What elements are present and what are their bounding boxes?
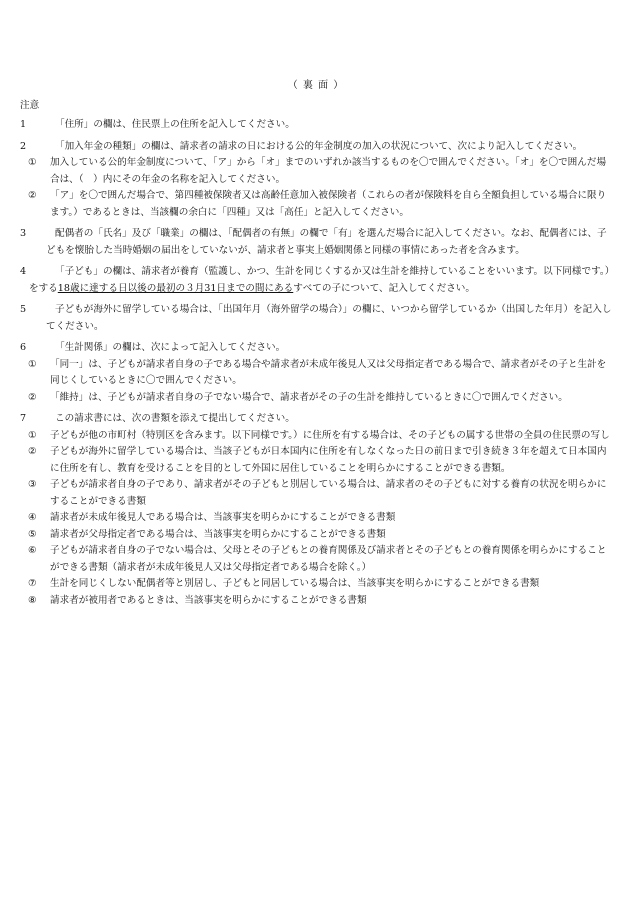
- note-text: 子どもが海外に留学している場合は、「出国年月（海外留学の場合）」の欄に、いつから留学しているか（出国した年月）を記入してください。: [46, 304, 612, 332]
- note-text: 「住所」の欄は、住民票上の住所を記入してください。: [55, 119, 295, 130]
- circled-number: ⑦: [28, 578, 37, 589]
- notes-heading: 注意: [20, 99, 40, 111]
- circled-number: ①: [28, 429, 37, 441]
- circled-number: ④: [28, 512, 37, 523]
- subitem-text: 子どもが海外に留学している場合は、当該子どもが日本国内に住所を有しなくなった日の前日まで引き続き３年を超えて日本国内に住所を有し、教育を受けることを目的として外国に居住していることを明らかにすることができる書類。: [50, 446, 607, 474]
- note-text-before: をする: [29, 282, 58, 294]
- circled-number: ①: [28, 157, 37, 168]
- note-text: 「生計関係」の欄は、次によって記入してください。: [55, 342, 286, 353]
- note-row: [20, 264, 615, 281]
- circled-number: ②: [28, 391, 37, 403]
- notes-page: [20, 78, 615, 614]
- circled-number: ⑧: [28, 594, 37, 606]
- note-subitem: [28, 390, 612, 407]
- note-section-1: [20, 117, 612, 134]
- subitem-text: 子どもが請求者自身の子でない場合は、父母とその子どもとの養育関係及び請求者とその子どもとの養育関係を明らかにすることができる書類（請求者が未成年後見人又は父母指定者である場合を除く。）: [50, 545, 607, 573]
- subitem-text: 子どもが請求者自身の子であり、請求者がその子どもと別居している場合は、請求者のその子どもに対する養育の状況を明らかにすることができる書類: [50, 479, 607, 507]
- subitem-text: 加入している公的年金制度について、「ア」から「オ」までのいずれか該当するものを〇で囲んでください。「オ」を〇で囲んだ場合は、（ ）内にその年金の名称を記入してください。: [50, 157, 607, 185]
- note-row: [20, 340, 612, 357]
- note-section-7: [20, 411, 612, 609]
- page-title: （ 裏 面 ）: [287, 80, 345, 91]
- note-subitem: [28, 155, 612, 188]
- note-subitem: [28, 188, 612, 221]
- subitem-text: 生計を同じくしない配偶者等と別居し、子どもと同居している場合は、当該事実を明らかにすることができる書類: [50, 578, 540, 589]
- circled-number: ①: [28, 358, 37, 370]
- note-row: [20, 139, 612, 156]
- note-continuation: [20, 281, 612, 298]
- subitem-text: 請求者が被用者であるときは、当該事実を明らかにすることができる書類: [50, 594, 367, 606]
- note-section-4: [20, 264, 615, 297]
- note-underlined-text: 18歳に達する日以後の最初の３月31日までの間にある: [57, 282, 294, 294]
- circled-number: ②: [28, 446, 37, 457]
- circled-number: ⑥: [28, 545, 37, 556]
- circled-number: ③: [28, 479, 37, 490]
- subitem-text: 「ア」を〇で囲んだ場合で、第四種被保険者又は高齢任意加入被保険者（これらの者が保険料を自ら全額負担している場合に限ります。）であるときは、当該欄の余白に「四種」又は「高任」と記入してください。: [50, 190, 607, 218]
- note-section-2: [20, 139, 612, 222]
- subitem-text: 「維持」は、子どもが請求者自身の子でない場合で、請求者がその子の生計を維持しているときに〇で囲んでください。: [50, 391, 568, 403]
- note-section-6: [20, 340, 612, 406]
- subitem-text: 請求者が未成年後見人である場合は、当該事実を明らかにすることができる書類: [50, 512, 396, 523]
- circled-number: ②: [28, 190, 37, 201]
- note-row: [20, 302, 612, 335]
- note-section-5: [20, 302, 612, 335]
- note-number: 2: [20, 140, 27, 152]
- circled-number: ⑤: [28, 528, 37, 540]
- note-number: 1: [20, 119, 27, 130]
- note-number: 4: [20, 266, 27, 277]
- note-number: 5: [20, 304, 27, 315]
- note-subitem: [28, 444, 612, 477]
- note-text: この請求書には、次の書類を添えて提出してください。: [55, 413, 295, 424]
- note-number: 7: [20, 413, 27, 424]
- note-row: [20, 117, 612, 134]
- note-subitem: [28, 543, 612, 576]
- note-number: 3: [20, 228, 27, 239]
- note-subitem: [28, 510, 612, 527]
- note-row: [20, 226, 612, 259]
- note-subitem: [28, 357, 612, 390]
- subitem-text: 「同一」は、子どもが請求者自身の子である場合や請求者が未成年後見人又は父母指定者である場合で、請求者がその子と生計を同じくしているときに〇で囲んでください。: [50, 358, 607, 386]
- note-subitem: [28, 428, 612, 445]
- note-text-after: すべての子について、記入してください。: [293, 282, 475, 294]
- note-subitem: [28, 527, 612, 544]
- note-section-3: [20, 226, 612, 259]
- note-text: 配偶者の「氏名」及び「職業」の欄は、「配偶者の有無」の欄で「有」を選んだ場合に記入してください。なお、配偶者には、子どもを懐胎した当時婚姻の届出をしていないが、請求者と事実上婚姻関係と同様の事情にあった者を含みます。: [46, 228, 607, 256]
- subitem-text: 子どもが他の市町村（特別区を含みます。以下同様です。）に住所を有する場合は、その子どもの属する世帯の全員の住民票の写し: [50, 429, 610, 441]
- note-subitem: [28, 477, 612, 510]
- note-row: [20, 411, 612, 428]
- note-number: 6: [20, 342, 27, 353]
- subitem-text: 請求者が父母指定者である場合は、当該事実を明らかにすることができる書類: [50, 528, 386, 540]
- note-text: 「子ども」の欄は、請求者が養育（監護し、かつ、生計を同じくするか又は生計を維持していることをいいます。以下同様です。）: [55, 266, 615, 277]
- note-subitem: [28, 593, 612, 610]
- note-subitem: [28, 576, 612, 593]
- note-text: 「加入年金の種類」の欄は、請求者の請求の日における公的年金制度の加入の状況について、次により記入してください。: [55, 140, 583, 152]
